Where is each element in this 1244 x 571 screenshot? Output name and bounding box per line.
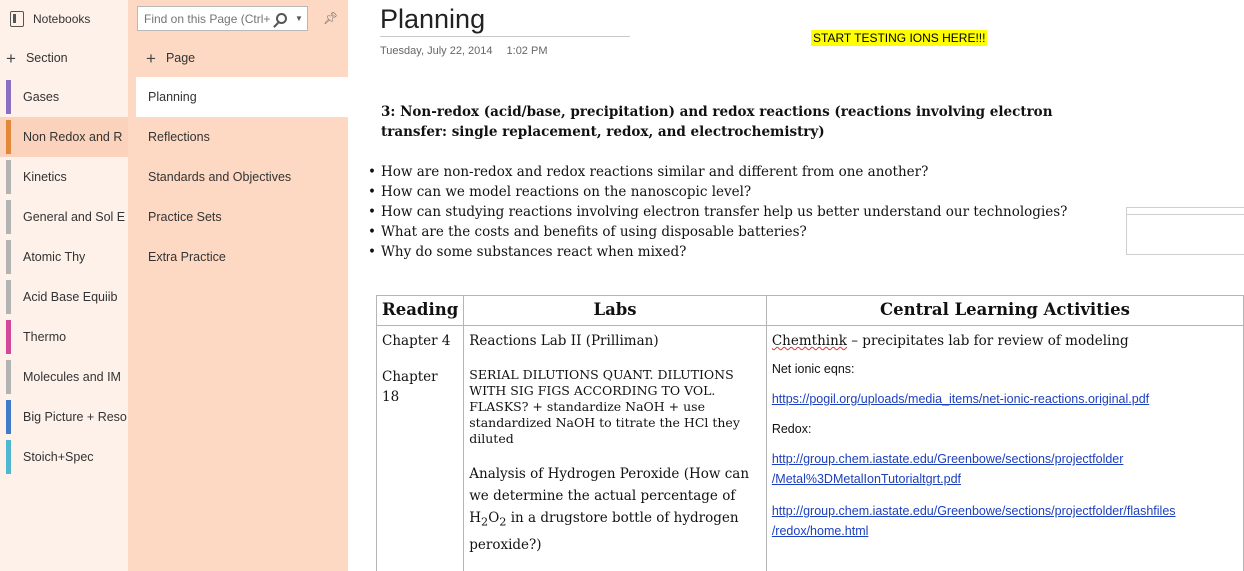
- table-header-row: [377, 296, 1244, 326]
- spacer: [772, 489, 1238, 501]
- page-item-practice-sets[interactable]: [136, 197, 348, 237]
- section-tab-kinetics[interactable]: [0, 157, 128, 197]
- page-item-label: Reflections: [148, 130, 210, 144]
- page-item-label: Practice Sets: [148, 210, 222, 224]
- list-item[interactable]: • How can we model reactions on the nanoscopic level?: [368, 182, 1067, 202]
- spacer: [772, 379, 1238, 389]
- chemthink-text: Chemthink: [771, 333, 847, 349]
- section-color-bar: [6, 280, 11, 314]
- page-item-planning[interactable]: [136, 77, 348, 117]
- list-item[interactable]: • What are the costs and benefits of using disposable batteries?: [368, 222, 1067, 242]
- lab-item-peroxide: [469, 463, 761, 556]
- reading-item: Chapter 4: [382, 333, 451, 349]
- section-tab-label: Atomic Thy: [23, 250, 86, 264]
- section-tab-label: Gases: [23, 90, 60, 104]
- section-tab-label: Non Redox and R: [23, 130, 123, 144]
- section-color-bar: [6, 240, 11, 274]
- search-icon[interactable]: [276, 13, 287, 24]
- page-list-pane: [128, 0, 348, 571]
- link-redox-flash-cont[interactable]: /redox/home.html: [771, 524, 869, 538]
- spacer: [469, 351, 761, 367]
- section-tab-label: General and Sol E: [23, 210, 126, 224]
- add-page-label: Page: [165, 51, 196, 65]
- subscript: 2: [481, 515, 489, 529]
- section-tab-stoich[interactable]: [0, 437, 128, 477]
- search-field[interactable]: [137, 6, 308, 31]
- activity-item: Net ionic eqns:: [771, 362, 855, 376]
- pin-icon[interactable]: 📌︎: [323, 11, 339, 25]
- spacer: [469, 447, 761, 463]
- link-pogil[interactable]: https://pogil.org/uploads/media_items/net-ionic-reactions.original.pdf: [771, 392, 1150, 406]
- section-tab-label: Molecules and IM: [23, 370, 121, 384]
- list-item[interactable]: • Why do some substances react when mixed?: [368, 242, 1067, 262]
- page-canvas[interactable]: [348, 0, 1244, 571]
- highlighted-note[interactable]: START TESTING IONS HERE!!!: [813, 31, 986, 45]
- section-tab-label: Stoich+Spec: [23, 450, 94, 464]
- table-row: [377, 326, 1244, 571]
- activities-cell[interactable]: [766, 326, 1243, 571]
- section-color-bar: [6, 400, 11, 434]
- page-item-standards[interactable]: [136, 157, 348, 197]
- add-section-label: Section: [25, 51, 68, 65]
- spacer: [382, 351, 458, 367]
- section-color-bar: [6, 80, 11, 114]
- section-tab-atomic-thy[interactable]: [0, 237, 128, 277]
- section-tab-label: Acid Base Equiib: [23, 290, 118, 304]
- section-color-bar: [6, 360, 11, 394]
- lab-text: O: [488, 510, 500, 526]
- notebooks-button[interactable]: [0, 0, 128, 38]
- list-item[interactable]: • How can studying reactions involving electron transfer help us better understand our technologies?: [368, 202, 1067, 222]
- page-item-label: Extra Practice: [148, 250, 226, 264]
- section-color-bar: [6, 200, 11, 234]
- page-timestamp: [380, 45, 561, 57]
- notebooks-label: Notebooks: [33, 12, 91, 26]
- section-color-bar: [6, 440, 11, 474]
- labs-cell[interactable]: [464, 326, 767, 571]
- reading-cell[interactable]: [377, 326, 464, 571]
- activity-item: [772, 331, 1238, 351]
- lab-text: in a drugstore bottle of hydrogen peroxide?): [469, 510, 739, 553]
- section-color-bar: [6, 320, 11, 354]
- page-date: Tuesday, July 22, 2014: [380, 45, 493, 57]
- search-input[interactable]: [144, 12, 272, 26]
- section-tab-molecules[interactable]: [0, 357, 128, 397]
- spacer: [772, 409, 1238, 419]
- lab-item: SERIAL DILUTIONS QUANT. DILUTIONS WITH SIG FIGS ACCORDING TO VOL. FLASKS? + standardize NaOH + use standardized NaOH to titrate the HCl they diluted: [469, 367, 740, 446]
- section-color-bar: [6, 120, 11, 154]
- lab-text: Analysis of Hydrogen Peroxide (How can we determine the actual percentage of H: [469, 466, 750, 526]
- lesson-table: [376, 295, 1244, 571]
- section-sidebar: [0, 0, 128, 571]
- page-item-reflections[interactable]: [136, 117, 348, 157]
- page-time: 1:02 PM: [506, 45, 548, 57]
- section-tab-thermo[interactable]: [0, 317, 128, 357]
- unit-heading[interactable]: 3: Non-redox (acid/base, precipitation) and redox reactions (reactions involving electron transfer: single replacement, redox, and electrochemistry): [381, 104, 1053, 140]
- section-tab-non-redox[interactable]: [0, 117, 128, 157]
- column-header-labs[interactable]: Labs: [464, 296, 767, 326]
- link-metal-tutorial-cont[interactable]: /Metal%3DMetalIonTutorialtgrt.pdf: [771, 472, 962, 486]
- section-color-bar: [6, 160, 11, 194]
- column-header-activities[interactable]: Central Learning Activities: [766, 296, 1243, 326]
- subscript: 2: [499, 515, 507, 529]
- page-item-label: Standards and Objectives: [148, 170, 292, 184]
- column-header-reading[interactable]: Reading: [377, 296, 464, 326]
- lab-item: Reactions Lab II (Prilliman): [469, 333, 659, 349]
- section-tab-acid-base[interactable]: [0, 277, 128, 317]
- list-item[interactable]: • How are non-redox and redox reactions similar and different from one another?: [368, 162, 1067, 182]
- reading-item: Chapter 18: [382, 369, 438, 405]
- page-item-label: Planning: [148, 90, 197, 104]
- section-tab-label: Kinetics: [23, 170, 67, 184]
- section-tab-general-sol[interactable]: [0, 197, 128, 237]
- notebook-icon: [10, 11, 24, 27]
- plus-icon: +: [6, 48, 16, 68]
- section-tab-big-picture[interactable]: [0, 397, 128, 437]
- activity-text: – precipitates lab for review of modeling: [846, 333, 1129, 349]
- activity-item: Redox:: [771, 422, 812, 436]
- add-page-button[interactable]: [146, 39, 195, 77]
- spacer: [772, 439, 1238, 449]
- spacer: [772, 351, 1238, 359]
- section-tab-label: Big Picture + Reso: [23, 410, 127, 424]
- plus-icon: +: [146, 48, 156, 68]
- section-tab-gases[interactable]: [0, 77, 128, 117]
- add-section-button[interactable]: [6, 39, 68, 77]
- empty-note-container[interactable]: [1126, 207, 1244, 255]
- title-underline: [380, 36, 630, 37]
- chevron-down-icon[interactable]: ▼: [295, 14, 303, 23]
- essential-questions: [368, 162, 1067, 262]
- link-metal-tutorial[interactable]: http://group.chem.iastate.edu/Greenbowe/sections/projectfolder: [771, 452, 1124, 466]
- page-item-extra-practice[interactable]: [136, 237, 348, 277]
- page-title[interactable]: Planning: [380, 4, 486, 34]
- section-tab-label: Thermo: [23, 330, 67, 344]
- link-redox-flash[interactable]: http://group.chem.iastate.edu/Greenbowe/sections/projectfolder/flashfiles: [771, 504, 1176, 518]
